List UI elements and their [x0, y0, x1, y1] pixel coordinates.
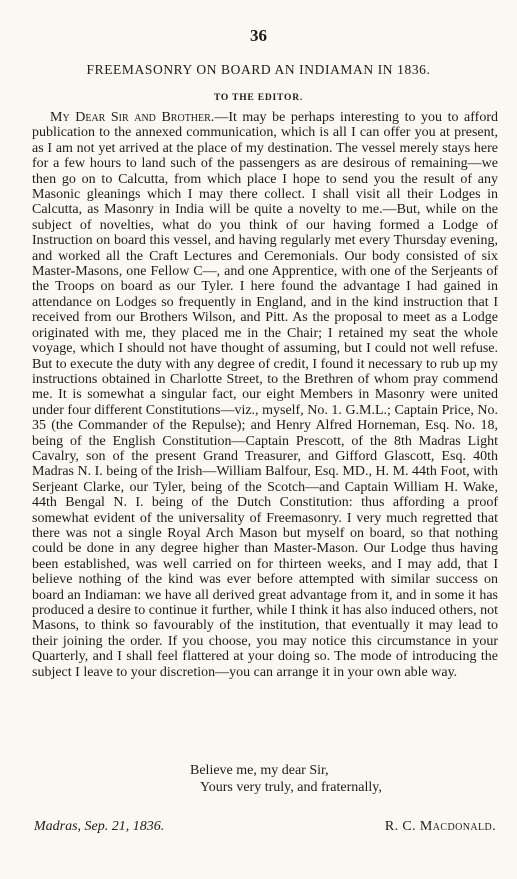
article-subtitle: TO THE EDITOR.	[213, 93, 304, 103]
letter-text: —It may be perhaps interesting to you to afford publication to the annexed communication, which is all I can offer you at present, as I am not yet arrived at the place of my destination. The vessel merely stays here for a few hours to land such of the passengers as are desirous of remaining—we then go on to Calcutta, from which place I hope to send you the result of any Masonic gleanings which I may there collect. I shall visit all their Lodges in Calcutta, as Masonry in India will be quite a novelty to me.—But, while on the subject of novelties, what do you think of our having formed a Lodge of Instruction on board this vessel, and having regularly met every Thursday evening, and worked all the Craft Lectures and Ceremonials. Our body consisted of six Master-Masons, one Fellow C—, and one Apprentice, with one of the Serjeants of the Troops on board as our Tyler. I here found the advantage I had gained in attendance on Lodges so frequently in England, and in the kind instruction that I received from our Brothers Wilson, and Pitt. As the proposal to meet as a Lodge originated with me, they placed me in the Chair; I retained my seat the whole voyage, which I should not have thought of assuming, but I could not well refuse. But to execute the duty with any degree of credit, I found it necessary to rub up my instructions obtained in Charlotte Street, to the Brethren of whom pray commend me. It is somewhat a singular fact, our eight Members in Masonry were united under four different Constitutions—viz., myself, No. 1. G.M.L.; Captain Price, No. 35 (the Commander of the Repulse); and Henry Alfred Horneman, Esq. No. 18, being of the English Constitution—Captain Prescott, of the 8th Madras Light Cavalry, son of the present Grand Treasurer, and Gifford Glascott, Esq. 40th Madras N. I. being of the Irish—William Balfour, Esq. MD., H. M. 44th Foot, with Serjeant Clarke, our Tyler, being of the Scotch—and Captain William H. Wake, 44th Bengal N. I. being of the Dutch Constitution: thus affording a proof somewhat evident of the universality of Freemasonry. I very much regretted that there was not a single Royal Arch Mason but myself on board, so that nothing could be done in any degree higher than Master-Mason. Our Lodge thus having been established, was well carried on for thirteen weeks, and I may add, that I believe nothing of the kind was ever before attempted with similar success on board an Indiaman: we have all derived great advantage from it, and in some it has produced a desire to continue it further, while I think it has also induced others, not Masons, to think so favourably of the institution, that eventually it may lead to their joining the order. If you choose, you may notice this circumstance in your Quarterly, and I shall feel flattered at your doing so. The mode of introducing the subject I leave to your discretion—you can arrange it in your own able way.	[32, 110, 499, 680]
article-title: FREEMASONRY ON BOARD AN INDIAMAN IN 1836.	[86, 62, 431, 77]
letter-paragraph	[32, 110, 498, 680]
letter-body	[32, 110, 498, 680]
dateline: Madras, Sep. 21, 1836.	[34, 819, 165, 834]
closing-line-2: Yours very truly, and fraternally,	[200, 780, 382, 795]
closing-line-1: Believe me, my dear Sir,	[190, 763, 329, 778]
page-number: 36	[250, 26, 267, 45]
salutation: My Dear Sir and Brother.	[50, 110, 215, 125]
signature: R. C. Macdonald.	[384, 819, 496, 834]
letter-closing	[190, 762, 382, 796]
